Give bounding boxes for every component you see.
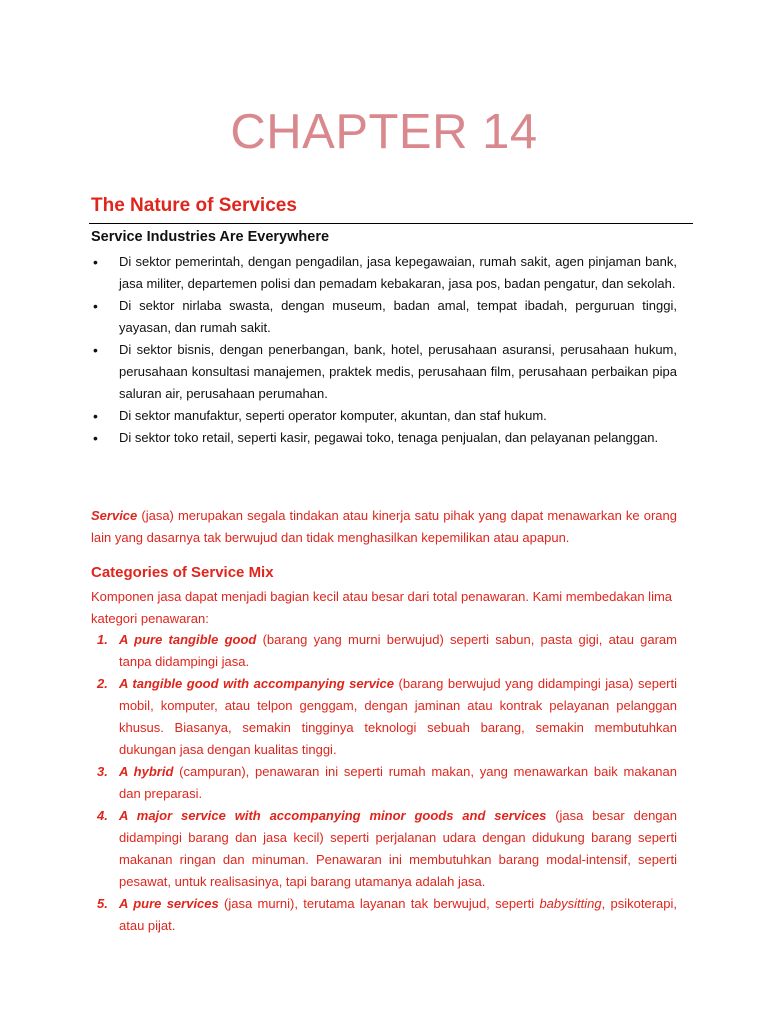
category-term: A tangible good with accompanying service xyxy=(119,676,394,691)
category-term: A pure services xyxy=(119,896,219,911)
category-tail: , psikoterapi, atau pijat. xyxy=(119,896,677,933)
list-item: • Di sektor nirlaba swasta, dengan museum, badan amal, tempat ibadah, perguruan tinggi, yayasan, dan rumah sakit. xyxy=(91,295,677,339)
definition-term: Service xyxy=(91,508,138,523)
service-industries-list xyxy=(91,251,677,449)
category-number: 2. xyxy=(97,676,108,691)
category-item xyxy=(91,893,677,937)
chapter-title: CHAPTER 14 xyxy=(230,105,538,159)
subheading: Service Industries Are Everywhere xyxy=(91,229,330,245)
category-text: (campuran), penawaran ini seperti rumah makan, yang menawarkan baik makanan dan preparasi. xyxy=(119,764,677,801)
category-item xyxy=(91,805,677,893)
definition-text: (jasa) merupakan segala tindakan atau kinerja satu pihak yang dapat menawarkan ke orang lain yang dasarnya tak berwujud dan tidak menghasilkan kepemilikan atau apapun. xyxy=(91,508,677,545)
categories-heading: Categories of Service Mix xyxy=(91,564,274,581)
category-item xyxy=(91,673,677,761)
category-text: (jasa murni), terutama layanan tak berwujud, seperti xyxy=(218,896,540,911)
list-item: • Di sektor manufaktur, seperti operator komputer, akuntan, dan staf hukum. xyxy=(91,405,677,427)
service-mix-categories xyxy=(91,629,677,937)
list-item: • Di sektor toko retail, seperti kasir, pegawai toko, tenaga penjualan, dan pelayanan pelanggan. xyxy=(91,427,677,449)
category-text: (jasa besar dengan didampingi barang dan jasa kecil) seperti perjalanan udara dengan didukung barang seperti makanan ringan dan minuman. Penawaran ini membutuhkan barang modal-intensif, seperti pesawat, untuk realisasinya, tapi barang utamanya adalah jasa. xyxy=(119,808,677,889)
category-number: 3. xyxy=(97,764,108,779)
category-term: A pure tangible good xyxy=(119,632,257,647)
service-definition xyxy=(91,505,677,549)
category-text: (barang berwujud yang didampingi jasa) seperti mobil, komputer, atau telpon genggam, dengan jaminan atau kontrak pelayanan pelanggan khusus. Biasanya, semakin tingginya teknologi sebuah barang, semakin membutuhkan dukungan jasa dengan kualitas tinggi. xyxy=(119,676,677,757)
categories-intro: Komponen jasa dapat menjadi bagian kecil atau besar dari total penawaran. Kami membedakan lima kategori penawaran: xyxy=(91,589,673,626)
category-number: 4. xyxy=(97,808,108,823)
category-number: 1. xyxy=(97,632,108,647)
category-emphasis: babysitting xyxy=(539,896,602,911)
category-item xyxy=(91,629,677,673)
heading-rule xyxy=(89,223,693,224)
category-number: 5. xyxy=(97,896,108,911)
category-text: (barang yang murni berwujud) seperti sabun, pasta gigi, atau garam tanpa didampingi jasa. xyxy=(119,632,677,669)
section-heading: The Nature of Services xyxy=(91,195,297,216)
list-item: • Di sektor bisnis, dengan penerbangan, bank, hotel, perusahaan asuransi, perusahaan hukum, perusahaan konsultasi manajemen, praktek medis, perusahaan film, perusahaan perbaikan pipa saluran air, perusahaan perumahan. xyxy=(91,339,677,405)
list-item: • Di sektor pemerintah, dengan pengadilan, jasa kepegawaian, rumah sakit, agen pinjaman bank, jasa militer, departemen polisi dan pemadam kebakaran, jasa pos, badan pengatur, dan sekolah. xyxy=(91,251,677,295)
category-term: A major service with accompanying minor goods and services xyxy=(119,808,547,823)
category-item xyxy=(91,761,677,805)
category-term: A hybrid xyxy=(119,764,174,779)
